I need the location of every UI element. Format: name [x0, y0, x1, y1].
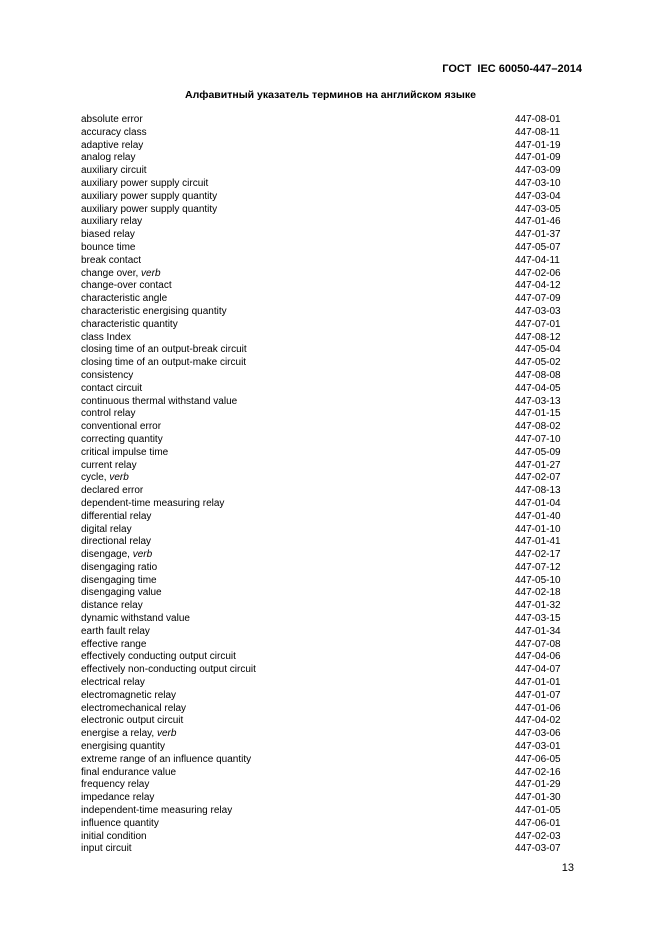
entry-code: 447-01-30 [515, 792, 561, 804]
entry-term-text: change-over contact [81, 280, 172, 292]
index-entry [81, 549, 568, 562]
entry-code: 447-07-12 [515, 561, 561, 573]
entry-term-text: frequency relay [81, 779, 150, 791]
entry-code: 447-03-05 [515, 203, 561, 215]
entry-term-text: auxiliary relay [81, 216, 143, 228]
entry-term [81, 434, 163, 447]
entry-term [81, 396, 237, 409]
entry-code: 447-06-01 [515, 817, 561, 829]
index-entry [81, 485, 568, 498]
entry-code: 447-04-11 [515, 254, 560, 266]
index-entry [81, 741, 568, 754]
entry-term [81, 229, 135, 242]
entry-code: 447-07-01 [515, 318, 561, 330]
index-entry [81, 472, 568, 485]
index-entry [81, 114, 568, 127]
entry-term-text: electrical relay [81, 677, 145, 689]
entry-term [81, 600, 143, 613]
entry-term-text: consistency [81, 369, 134, 381]
entry-term [81, 562, 157, 575]
entry-code: 447-03-03 [515, 305, 561, 317]
entry-term-text: bounce time [81, 241, 136, 253]
entry-term-text: impedance relay [81, 792, 155, 804]
entry-code: 447-01-41 [515, 536, 561, 548]
index-entry [81, 434, 568, 447]
entry-term-text: independent-time measuring relay [81, 805, 233, 817]
entry-code: 447-04-12 [515, 280, 561, 292]
index-entry [81, 370, 568, 383]
entry-term-text: energise a relay, [81, 728, 157, 740]
index-entry [81, 587, 568, 600]
entry-term-text: disengaging value [81, 587, 162, 599]
entry-term-text: adaptive relay [81, 139, 144, 151]
entry-term [81, 293, 167, 306]
entry-term [81, 843, 132, 856]
index-entry [81, 255, 568, 268]
entry-term-text: absolute error [81, 114, 143, 125]
entry-term [81, 152, 135, 165]
index-entry [81, 600, 568, 613]
entry-code: 447-01-32 [515, 600, 561, 612]
entry-term [81, 715, 183, 728]
entry-code: 447-08-08 [515, 369, 561, 381]
index-entry [81, 280, 568, 293]
index-entry [81, 626, 568, 639]
entry-term-text: control relay [81, 408, 136, 420]
index-entry [81, 242, 568, 255]
entry-term [81, 216, 142, 229]
entry-term-text: extreme range of an influence quantity [81, 753, 252, 765]
entry-term [81, 754, 251, 767]
entry-code: 447-05-10 [515, 574, 561, 586]
entry-term [81, 485, 143, 498]
entry-code: 447-01-07 [515, 689, 561, 701]
entry-code: 447-01-27 [515, 459, 561, 471]
entry-code: 447-03-04 [515, 190, 561, 202]
entry-code: 447-04-06 [515, 651, 561, 663]
entry-term [81, 370, 133, 383]
entry-term-text: earth fault relay [81, 625, 150, 637]
index-entry [81, 332, 568, 345]
entry-term [81, 805, 232, 818]
entry-term [81, 268, 161, 281]
index-entry [81, 383, 568, 396]
index-entry [81, 306, 568, 319]
index-entry [81, 229, 568, 242]
index-entry [81, 805, 568, 818]
entry-term [81, 767, 176, 780]
index-entry [81, 216, 568, 229]
entry-code: 447-02-06 [515, 267, 561, 279]
entry-term [81, 690, 176, 703]
entry-code: 447-02-17 [515, 549, 561, 561]
entry-term [81, 127, 147, 140]
entry-term [81, 664, 256, 677]
entry-code: 447-03-15 [515, 613, 561, 625]
entry-term-text: continuous thermal withstand value [81, 395, 238, 407]
entry-code: 447-01-46 [515, 216, 561, 228]
index-entry [81, 344, 568, 357]
entry-term-text: dependent-time measuring relay [81, 497, 225, 509]
entry-term-text: correcting quantity [81, 433, 163, 445]
index-entry [81, 651, 568, 664]
index-title: Алфавитный указатель терминов на английском языке [185, 89, 476, 101]
entry-term-text: initial condition [81, 830, 147, 842]
entry-term [81, 524, 132, 537]
entry-code: 447-01-34 [515, 625, 561, 637]
entry-code: 447-01-06 [515, 702, 561, 714]
entry-term-text: auxiliary power supply quantity [81, 190, 218, 202]
entry-code: 447-07-09 [515, 293, 561, 305]
index-entry [81, 396, 568, 409]
entry-term-text: electronic output circuit [81, 715, 184, 727]
entry-term-text: disengaging ratio [81, 561, 158, 573]
index-entry [81, 408, 568, 421]
entry-code: 447-03-06 [515, 728, 561, 740]
entry-term-text: change over, [81, 267, 142, 279]
entry-term [81, 651, 236, 664]
entry-term-text: energising quantity [81, 741, 165, 753]
index-entry [81, 562, 568, 575]
entry-code: 447-05-07 [515, 241, 561, 253]
entry-term-text: effectively non-conducting output circuit [81, 664, 256, 676]
entry-term [81, 165, 147, 178]
entry-code: 447-08-13 [515, 485, 561, 497]
entry-term [81, 204, 217, 217]
entry-term [81, 319, 178, 332]
index-entry [81, 779, 568, 792]
entry-term [81, 498, 224, 511]
entry-term [81, 728, 176, 741]
entry-code: 447-02-03 [515, 830, 561, 842]
index-entry [81, 728, 568, 741]
entry-term [81, 587, 162, 600]
entry-code: 447-04-05 [515, 382, 561, 394]
entry-code: 447-01-15 [515, 408, 561, 420]
entry-term-text: characteristic energising quantity [81, 305, 227, 317]
entry-term [81, 626, 150, 639]
entry-term [81, 613, 190, 626]
entry-term [81, 703, 186, 716]
entry-term [81, 255, 141, 268]
entry-term-text: final endurance value [81, 766, 177, 778]
entry-code: 447-05-02 [515, 357, 561, 369]
entry-term [81, 472, 129, 485]
index-entry [81, 715, 568, 728]
entry-code: 447-03-13 [515, 395, 561, 407]
entry-term-qualifier: verb [141, 267, 161, 279]
index-entry [81, 511, 568, 524]
index-entry [81, 575, 568, 588]
index-entry [81, 690, 568, 703]
entry-code: 447-03-09 [515, 165, 561, 177]
entry-term [81, 536, 151, 549]
entry-term-qualifier: verb [156, 728, 177, 740]
entry-code: 447-03-01 [515, 741, 561, 753]
entry-term-text: influence quantity [81, 817, 159, 829]
entry-term-text: differential relay [81, 510, 152, 522]
entry-term [81, 332, 131, 345]
entry-term [81, 639, 146, 652]
entry-term-text: cycle, [81, 472, 110, 484]
entry-code: 447-01-04 [515, 497, 561, 509]
entry-term-text: characteristic angle [81, 293, 168, 305]
entry-code: 447-01-10 [515, 523, 561, 535]
entry-term-text: contact circuit [81, 382, 143, 394]
entry-term-text: effectively conducting output circuit [81, 651, 236, 663]
entry-term [81, 549, 152, 562]
index-entry [81, 754, 568, 767]
entry-term [81, 741, 165, 754]
entry-code: 447-08-11 [515, 126, 560, 138]
index-entry [81, 178, 568, 191]
entry-code: 447-01-09 [515, 152, 561, 164]
entry-code: 447-01-40 [515, 510, 561, 522]
entry-term-text: electromechanical relay [81, 702, 187, 714]
entry-term-text: auxiliary circuit [81, 165, 147, 177]
entry-term-text: current relay [81, 459, 137, 471]
entry-code: 447-07-08 [515, 638, 561, 650]
entry-code: 447-01-37 [515, 229, 561, 241]
entry-term [81, 447, 168, 460]
entry-term [81, 344, 247, 357]
entry-term [81, 460, 137, 473]
entry-term [81, 831, 147, 844]
entry-term-qualifier: verb [109, 472, 129, 484]
entry-term-text: directional relay [81, 536, 152, 548]
entry-term-text: disengaging time [81, 574, 157, 586]
index-entry [81, 792, 568, 805]
index-entry [81, 421, 568, 434]
index-entry [81, 818, 568, 831]
entry-code: 447-01-01 [515, 677, 561, 689]
entry-term [81, 306, 227, 319]
entry-term-text: critical impulse time [81, 446, 169, 458]
index-entry [81, 165, 568, 178]
index-entry [81, 498, 568, 511]
index-entry [81, 843, 568, 856]
index-entry [81, 767, 568, 780]
entry-code: 447-02-07 [515, 472, 561, 484]
entry-code: 447-01-05 [515, 805, 561, 817]
entry-term [81, 408, 135, 421]
entry-code: 447-03-10 [515, 177, 561, 189]
entry-term-text: accuracy class [81, 126, 147, 138]
entry-code: 447-04-07 [515, 664, 561, 676]
entry-term [81, 140, 143, 153]
index-entry [81, 319, 568, 332]
entry-code: 447-05-04 [515, 344, 561, 356]
entry-term-text: disengage, [81, 549, 133, 561]
index-entry [81, 613, 568, 626]
entry-code: 447-01-19 [515, 139, 561, 151]
entry-term-text: closing time of an output-break circuit [81, 344, 247, 356]
entry-term [81, 114, 143, 127]
term-index-list [81, 114, 568, 856]
index-entry [81, 677, 568, 690]
entry-term [81, 421, 161, 434]
entry-code: 447-08-12 [515, 331, 561, 343]
entry-code: 447-02-18 [515, 587, 561, 599]
entry-term [81, 511, 151, 524]
entry-term-text: break contact [81, 254, 142, 266]
index-entry [81, 191, 568, 204]
index-entry [81, 268, 568, 281]
entry-term-text: digital relay [81, 523, 132, 535]
index-entry [81, 140, 568, 153]
entry-term-text: input circuit [81, 843, 132, 855]
entry-term-text: class Index [81, 331, 132, 343]
page-number: 13 [561, 862, 574, 874]
entry-term-text: closing time of an output-make circuit [81, 357, 247, 369]
entry-term-text: analog relay [81, 152, 136, 164]
entry-term [81, 280, 172, 293]
index-entry [81, 357, 568, 370]
index-entry [81, 447, 568, 460]
entry-term-text: conventional error [81, 421, 162, 433]
entry-term-text: electromagnetic relay [81, 689, 177, 701]
index-entry [81, 127, 568, 140]
entry-term [81, 818, 159, 831]
index-entry [81, 524, 568, 537]
index-entry [81, 831, 568, 844]
entry-term [81, 677, 145, 690]
entry-term [81, 191, 217, 204]
entry-term [81, 242, 135, 255]
entry-term [81, 792, 154, 805]
entry-code: 447-03-07 [515, 843, 561, 855]
entry-term [81, 383, 142, 396]
entry-term-text: auxiliary power supply quantity [81, 203, 218, 215]
entry-term [81, 357, 246, 370]
entry-code: 447-07-10 [515, 433, 561, 445]
entry-code: 447-06-05 [515, 753, 561, 765]
entry-code: 447-02-16 [515, 766, 561, 778]
entry-code: 447-08-02 [515, 421, 561, 433]
entry-code: 447-05-09 [515, 446, 561, 458]
entry-term-text: characteristic quantity [81, 318, 178, 330]
entry-term [81, 779, 149, 792]
index-entry [81, 460, 568, 473]
entry-term-text: auxiliary power supply circuit [81, 177, 209, 189]
entry-code: 447-04-02 [515, 715, 561, 727]
entry-term [81, 575, 157, 588]
index-entry [81, 639, 568, 652]
standard-designation: ГОСТ IEC 60050-447–2014 [442, 63, 582, 75]
index-entry [81, 536, 568, 549]
entry-code: 447-01-29 [515, 779, 561, 791]
entry-term-text: distance relay [81, 600, 143, 612]
entry-term [81, 178, 208, 191]
index-entry [81, 703, 568, 716]
entry-code: 447-08-01 [515, 114, 561, 125]
index-entry [81, 204, 568, 217]
entry-term-text: effective range [81, 638, 147, 650]
index-entry [81, 664, 568, 677]
entry-term-text: dynamic withstand value [81, 613, 190, 625]
index-entry [81, 152, 568, 165]
entry-term-text: biased relay [81, 229, 135, 241]
entry-term-qualifier: verb [132, 549, 153, 561]
entry-term-text: declared error [81, 485, 144, 497]
index-entry [81, 293, 568, 306]
